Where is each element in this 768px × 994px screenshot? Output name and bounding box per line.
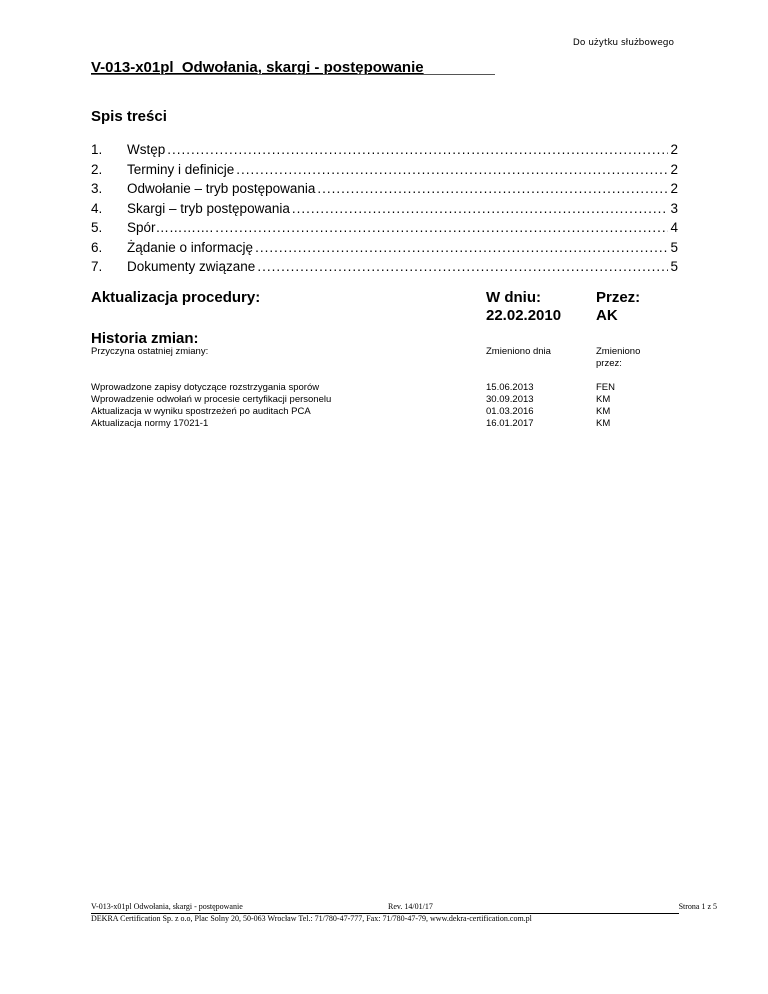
- history-row-reason: Wprowadzenie odwołań w procesie certyfikacji personelu: [91, 394, 332, 405]
- history-row-date: 16.01.2017: [486, 418, 534, 429]
- history-column-date: Zmieniono dnia: [486, 346, 551, 357]
- toc-item-page: 2: [670, 142, 678, 157]
- history-row-by: KM: [596, 418, 611, 429]
- history-dates: [486, 382, 534, 430]
- toc-item[interactable]: [91, 201, 678, 221]
- document-title: V-013-x01pl_Odwołania, skargi - postępowanie: [91, 59, 424, 76]
- footer-revision: Rev. 14/01/17: [388, 902, 433, 911]
- table-of-contents: [91, 142, 678, 279]
- toc-item-title: Odwołanie – tryb postępowania: [127, 181, 316, 196]
- history-row-by: KM: [596, 406, 611, 417]
- history-column-by-line2: przez:: [596, 358, 622, 369]
- classification-label: Do użytku służbowego: [572, 38, 674, 48]
- history-row-date: 30.09.2013: [486, 394, 534, 405]
- toc-item-number: 6.: [91, 239, 103, 255]
- footer-page-number: Strona 1 z 5: [678, 902, 717, 911]
- toc-item[interactable]: [91, 142, 678, 162]
- history-reasons: [91, 382, 331, 430]
- toc-item[interactable]: [91, 220, 678, 240]
- history-row-by: KM: [596, 394, 611, 405]
- toc-item-title: Wstęp: [127, 142, 166, 157]
- toc-item-title: Terminy i definicje: [127, 161, 235, 177]
- update-date-label: W dniu:: [486, 289, 541, 306]
- toc-item-title: Żądanie o informację: [127, 239, 254, 255]
- toc-leader: [167, 142, 668, 157]
- history-authors: [596, 382, 615, 430]
- footer-company-info: DEKRA Certification Sp. z o.o, Plac Solny 20, 50-063 Wrocław Tel.: 71/780-47-777, Fax: 71/780-47-79, www.dekra-certification.com.pl: [91, 914, 532, 923]
- toc-leader: [257, 259, 668, 274]
- toc-leader: [292, 201, 669, 216]
- procedure-update-label: Aktualizacja procedury:: [91, 289, 261, 306]
- toc-leader: [317, 181, 668, 196]
- toc-item-number: 3.: [91, 181, 103, 196]
- toc-leader: [236, 162, 668, 177]
- history-column-by-line1: Zmieniono: [596, 346, 641, 357]
- toc-item-page: 2: [670, 181, 678, 196]
- history-row-date: 15.06.2013: [486, 382, 534, 393]
- update-by-label: Przez:: [596, 289, 641, 306]
- toc-leader: [215, 220, 668, 235]
- history-heading: Historia zmian:: [91, 330, 199, 347]
- toc-item-page: 5: [670, 259, 678, 274]
- toc-item-page: 2: [670, 161, 678, 177]
- history-column-by: [596, 346, 640, 370]
- update-date-value: 22.02.2010: [486, 307, 562, 324]
- toc-item-number: 4.: [91, 200, 103, 216]
- toc-item-title: Spór………….: [127, 220, 214, 235]
- toc-item-number: 7.: [91, 259, 103, 274]
- toc-item-title: Skargi – tryb postępowania: [127, 200, 290, 216]
- toc-item[interactable]: [91, 259, 678, 279]
- update-by-value: AK: [596, 307, 618, 324]
- history-row-by: FEN: [596, 382, 615, 393]
- history-row-reason: Wprowadzone zapisy dotyczące rozstrzygania sporów: [91, 382, 320, 393]
- toc-item-page: 5: [670, 239, 678, 255]
- toc-item[interactable]: [91, 240, 678, 260]
- toc-item-number: 2.: [91, 161, 103, 177]
- toc-item-title: Dokumenty związane: [127, 259, 256, 274]
- footer-document-name: V-013-x01pl Odwołania, skargi - postępowanie: [91, 902, 243, 911]
- history-row-date: 01.03.2016: [486, 406, 534, 417]
- toc-leader: [255, 240, 668, 255]
- toc-item-page: 3: [670, 200, 678, 216]
- toc-item[interactable]: [91, 162, 678, 182]
- toc-item-number: 1.: [91, 142, 103, 157]
- toc-heading: Spis treści: [91, 108, 167, 125]
- toc-item-number: 5.: [91, 220, 103, 235]
- toc-item-page: 4: [670, 220, 678, 235]
- history-column-reason: Przyczyna ostatniej zmiany:: [91, 346, 209, 357]
- toc-item[interactable]: [91, 181, 678, 201]
- history-row-reason: Aktualizacja normy 17021-1: [91, 418, 209, 429]
- history-row-reason: Aktualizacja w wyniku spostrzeżeń po auditach PCA: [91, 406, 311, 417]
- title-underline: [91, 74, 495, 75]
